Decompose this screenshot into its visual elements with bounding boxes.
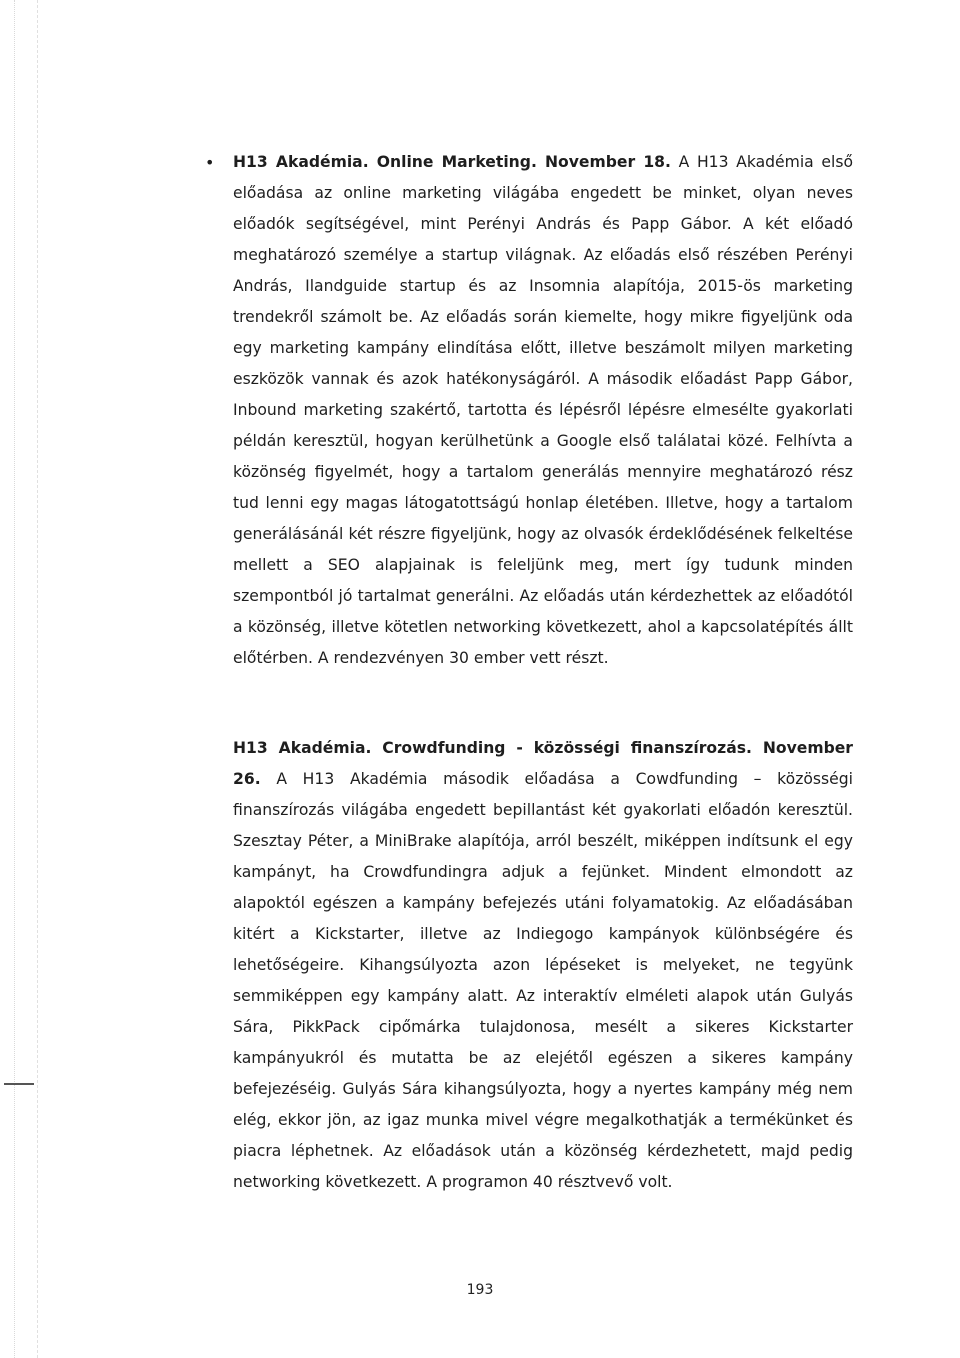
paragraph-body: A H13 Akadémia első előadása az online marketing világába engedett be minket, olyan neves előadók segítségével, mint Perényi András és Papp Gábor. A két előadó meghatározó személye a startup világnak. Az előadás első részében Perényi András, Ilandguide startup és az Insomnia alapítója, 2015-ös marketing trendekről számolt be. Az előadás során kiemelte, hogy mikre figyeljünk oda egy marketing kampány elindítása előtt, illetve beszámolt milyen marketing eszközök vannak és azok hatékonyságáról. A második előadást Papp Gábor, Inbound marketing szakértő, tartotta és lépésről lépésre elmesélte gyakorlati példán keresztül, hogyan kerülhetünk a Google első találatai közé. Felhívta a közönség figyelmét, hogy a tartalom generálás mennyire meghatározó rész tud lenni egy magas látogatottságú honlap életében. Illetve, hogy a tartalom generálásánál két részre figyeljünk, hogy az olvasók érdeklődésének felkeltése mellett a SEO alapjainak is feleljünk meg, mert így tudunk minden szempontból jó tartalmat generálni. Az előadás után kérdezhettek az előadótól a közönség, illetve kötetlen networking következett, ahol a kapcsolatépítés állt előtérben. A rendezvényen 30 ember vett részt. (233, 153, 853, 667)
paragraph-heading: H13 Akadémia. Online Marketing. November 18. (233, 153, 671, 171)
paragraph-online-marketing (233, 147, 853, 674)
paragraph-crowdfunding (233, 733, 853, 1198)
bullet-icon: • (205, 153, 215, 172)
scan-edge-artifact (14, 0, 38, 1358)
paragraph-body: A H13 Akadémia második előadása a Cowdfunding – közösségi finanszírozás világába engedett bepillantást két gyakorlati előadón keresztül. Szesztay Péter, a MiniBrake alapítója, arról beszélt, miképpen indítsunk el egy kampányt, ha Crowdfundingra adjuk a fejünket. Mindent elmondott az alapoktól egészen a kampány befejezés utáni folyamatokig. Az előadásában kitért a Kickstarter, illetve az Indiegogo kampányok különbségére és lehetőségeire. Kihangsúlyozta azon lépéseket is melyeket, ne tegyünk semmiképpen egy kampány alatt. Az interaktív elméleti alapok után Gulyás Sára, PikkPack cipőmárka tulajdonosa, mesélt a sikeres Kickstarter kampányukról és mutatta be az elejétől egészen a sikeres kampány befejezéséig. Gulyás Sára kihangsúlyozta, hogy a nyertes kampány még nem elég, ekkor jön, az igaz munka mivel végre megalkothatják a termékünket és piacra léphetnek. Az előadások után a közönség kérdezhetett, majd pedig networking következett. A programon 40 résztvevő volt. (233, 770, 853, 1191)
scan-mark-artifact (4, 1083, 34, 1085)
page-number: 193 (466, 1282, 494, 1298)
paragraph-heading: H13 Akadémia. Crowdfunding - közösségi finanszírozás. November 26. (233, 739, 853, 788)
